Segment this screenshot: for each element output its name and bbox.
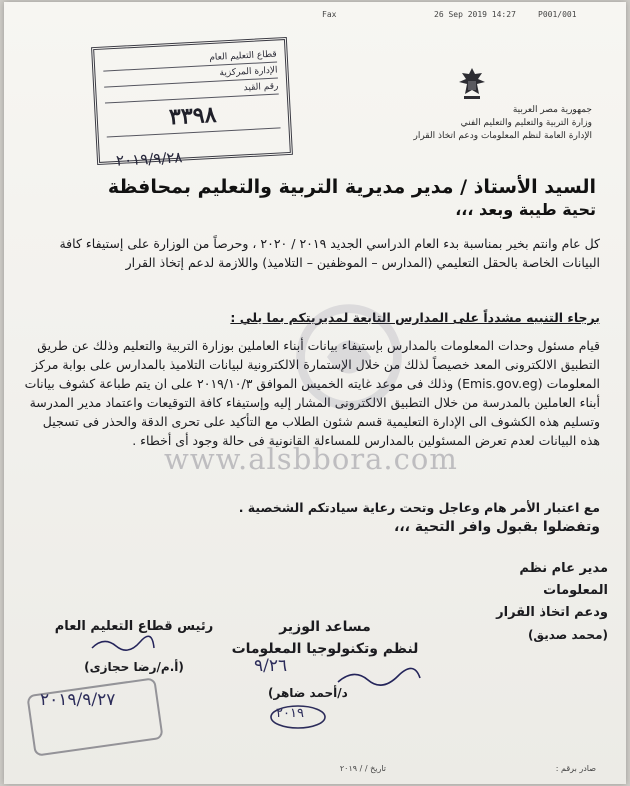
signature-name: د/أحمد ضاهر) bbox=[268, 686, 348, 700]
signature-title: لنظم وتكنولوجيا المعلومات bbox=[231, 641, 419, 657]
ministry-line: الإدارة العامة لنظم المعلومات ودعم اتخاذ القرار bbox=[413, 131, 592, 141]
handwritten-date: ٢٠١٩/٩/٢٧ bbox=[40, 690, 116, 710]
signature-title: ودعم اتخاذ القرار bbox=[496, 605, 608, 620]
letter-paragraph-instructions: قيام مسئول وحدات المعلومات بالمدارس بإستيفاء بيانات أبناء العاملين بوزارة التربية والتعليم وذلك عن طريق التطبيق الالكترونى المعد خصيصاً لذلك من خلال الإستمارة الالكترونية لبيانات التلاميذ بالمدارس على بوابة مركز المعلومات (Emis.gov.eg) وذلك فى موعد غايته الخميس الموافق ٢٠١٩/١٠/٣ على ان يتم طباعة كشوف بيانات أبناء العاملين بالمدرسة من خلال التطبيق الالكترونى المشار إليه وإستيفاء كافة التوقيعات واعتماد مدير المدرسة وتسليم هذه الكشوف الى الإدارة التعليمية قسم شئون الطلاب مع التأكيد على تحرى الدقة والحذر فى تسجيل هذه البيانات لعدم تعرض المسئولين بالمدارس للمساءلة القانونية فى حالة وجود أى أخطاء . bbox=[24, 338, 600, 448]
stamp-line: قطاع التعليم العام bbox=[103, 47, 278, 72]
letter-closing: وتفضلوا بقبول وافر التحية ،،، bbox=[394, 519, 600, 535]
fax-page-number: P001/001 bbox=[538, 10, 577, 19]
signature-scribble-icon bbox=[334, 666, 424, 690]
signature-scribble-icon bbox=[88, 634, 158, 656]
fax-header bbox=[4, 8, 626, 22]
stamp-line: الإدارة المركزية bbox=[103, 62, 278, 87]
ministry-line: وزارة التربية والتعليم والتعليم الفني bbox=[460, 118, 592, 128]
letter-instruction-heading: برجاء التنبيه مشدداً على المدارس التابعة لمديريتكم بما يلي : bbox=[230, 310, 600, 325]
eagle-emblem-icon bbox=[452, 64, 492, 104]
signature-title: رئيس قطاع التعليم العام bbox=[54, 619, 214, 634]
fax-label: Fax bbox=[322, 10, 337, 19]
letter-greeting: تحية طيبة وبعد ،،، bbox=[455, 200, 596, 219]
fax-date-time: 26 Sep 2019 14:27 bbox=[434, 10, 516, 19]
signature-name: (محمد صديق) bbox=[527, 628, 608, 642]
handwritten-year: ٢٠١٩ bbox=[276, 706, 304, 721]
stamp-line: رقم القيد bbox=[104, 78, 279, 103]
letter-importance-note: مع اعتبار الأمر هام وعاجل وتحت رعاية سيادتكم الشخصية . bbox=[238, 500, 600, 515]
signature-info-director bbox=[458, 558, 608, 646]
signature-title: مساعد الوزير bbox=[279, 619, 371, 635]
signature-name: (أ.م/رضا حجازى) bbox=[84, 660, 184, 674]
document-footer bbox=[4, 762, 626, 778]
signature-title: مدير عام نظم المعلومات bbox=[519, 561, 608, 598]
handwritten-date: ٩/٢٦ bbox=[254, 656, 288, 676]
incoming-registration-stamp bbox=[91, 37, 293, 165]
footer-date: تاريخ / / ٢٠١٩ bbox=[339, 764, 386, 773]
stamp-number: ٣٣٩٨ bbox=[105, 94, 281, 137]
ministry-line: جمهورية مصر العربية bbox=[512, 105, 592, 115]
signature-assistant-minister bbox=[216, 616, 434, 660]
watermark-logo-icon bbox=[294, 302, 404, 412]
fax-page bbox=[4, 2, 626, 784]
letter-addressee: السيد الأستاذ / مدير مديرية التربية والتعليم بمحافظة bbox=[107, 176, 596, 198]
footer-outgoing-number: صادر برقم : bbox=[555, 764, 596, 773]
ministry-header-lines bbox=[382, 104, 592, 143]
watermark-text: www.alsbbora.com bbox=[164, 442, 458, 476]
letter-paragraph-intro: كل عام وانتم بخير بمناسبة بدء العام الدراسي الجديد ٢٠١٩ / ٢٠٢٠ ، وحرصاً من الوزارة على إستيفاء كافة البيانات الخاصة بالحقل التعليمي (المدارس – الموظفين – التلاميذ) واللازمة لدعم إتخاذ القرار bbox=[59, 236, 600, 270]
stamp-date: ٢٠١٩/٩/٢٨ bbox=[115, 148, 183, 170]
